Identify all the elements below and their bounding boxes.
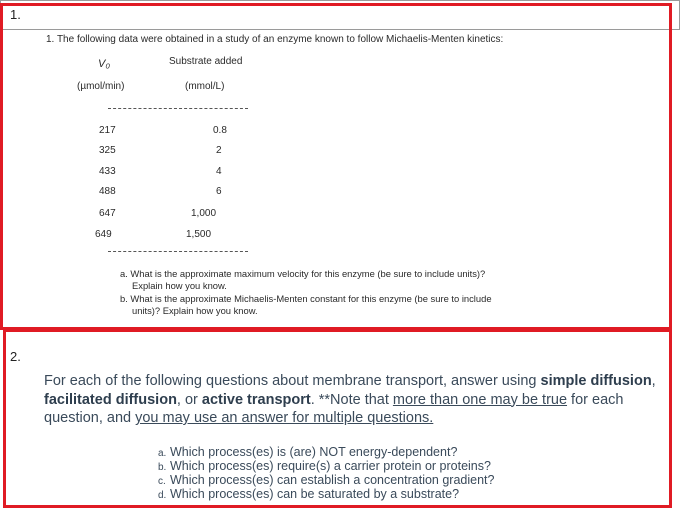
table-row-3-substrate: 4 bbox=[216, 166, 222, 177]
question-2-item-b bbox=[158, 460, 491, 474]
item-d-text: Which process(es) can be saturated by a substrate? bbox=[170, 487, 460, 501]
item-d-letter: d. bbox=[158, 490, 167, 501]
col1-header: V₀ bbox=[98, 58, 110, 70]
question-2-intro bbox=[44, 372, 664, 428]
term-facilitated-diffusion: facilitated diffusion bbox=[44, 391, 177, 408]
question-2-item-a bbox=[158, 446, 457, 460]
table-row-4-v0: 488 bbox=[99, 186, 116, 197]
question-2-number: 2. bbox=[10, 349, 21, 364]
table-row-6-substrate: 1,500 bbox=[186, 229, 212, 240]
part-a-line-2: Explain how you know. bbox=[132, 280, 227, 291]
note-multiple-questions: you may use an answer for multiple questions. bbox=[135, 410, 434, 426]
intro-text-3: for each question, and bbox=[44, 391, 624, 426]
item-b-text: Which process(es) require(s) a carrier protein or proteins? bbox=[170, 459, 491, 473]
table-row-2-substrate: 2 bbox=[216, 145, 222, 156]
part-b-line-2: units)? Explain how you know. bbox=[132, 305, 258, 316]
separator-1: , bbox=[651, 373, 656, 389]
col1-units: (µmol/min) bbox=[77, 81, 125, 92]
item-a-letter: a. bbox=[158, 448, 167, 459]
col2-units: (mmol/L) bbox=[185, 81, 225, 92]
question-2-item-d bbox=[158, 488, 459, 502]
item-c-letter: c. bbox=[158, 476, 166, 487]
table-row-2-v0: 325 bbox=[99, 145, 116, 156]
item-a-text: Which process(es) is (are) NOT energy-dependent? bbox=[170, 445, 458, 459]
question-1-number: 1. bbox=[10, 7, 21, 22]
table-row-1-substrate: 0.8 bbox=[213, 125, 227, 136]
part-b-line-1: b. What is the approximate Michaelis-Menten constant for this enzyme (be sure to include bbox=[120, 293, 492, 304]
term-simple-diffusion: simple diffusion bbox=[540, 373, 652, 389]
term-active-transport: active transport bbox=[201, 391, 311, 408]
question-1-prompt: 1. The following data were obtained in a study of an enzyme known to follow Michaelis-Menten kinetics: bbox=[46, 34, 504, 45]
table-row-3-v0: 433 bbox=[99, 166, 116, 177]
col2-header: Substrate added bbox=[169, 56, 243, 67]
table-row-1-v0: 217 bbox=[99, 125, 116, 136]
item-b-letter: b. bbox=[158, 462, 167, 473]
separator-2: , or bbox=[176, 391, 202, 408]
intro-text-2: . **Note that bbox=[310, 391, 393, 408]
table-row-5-substrate: 1,000 bbox=[191, 208, 217, 219]
table-top-divider bbox=[108, 108, 248, 109]
intro-text-1: For each of the following questions about membrane transport, answer using bbox=[44, 373, 541, 389]
table-row-4-substrate: 6 bbox=[216, 186, 222, 197]
part-a-line-1: a. What is the approximate maximum velocity for this enzyme (be sure to include units)? bbox=[120, 268, 486, 279]
table-bottom-divider bbox=[108, 251, 248, 252]
note-more-than-one: more than one may be true bbox=[392, 391, 568, 408]
table-row-5-v0: 647 bbox=[99, 208, 116, 219]
item-c-text: Which process(es) can establish a concentration gradient? bbox=[170, 473, 495, 487]
table-row-6-v0: 649 bbox=[95, 229, 112, 240]
question-2-item-c bbox=[158, 474, 494, 488]
